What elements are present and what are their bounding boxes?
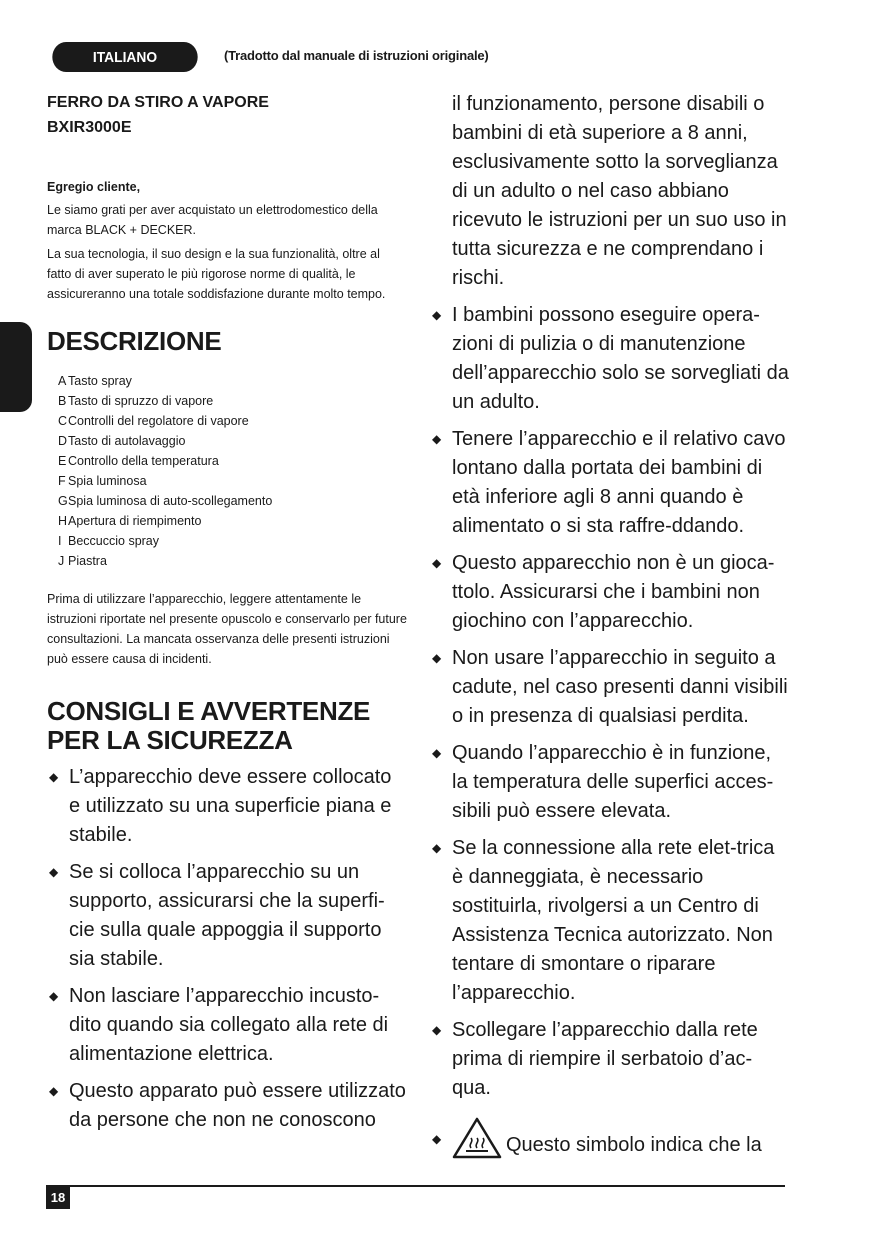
- product-model: BXIR3000E: [47, 119, 132, 136]
- safety-bullet: ◆ Quando l’apparecchio è in funzione, la temperatura delle superfici acces-sibili può essere elevata.: [430, 739, 790, 826]
- greeting: Egregio cliente,: [47, 180, 141, 194]
- safety-bullet: ◆ Questo simbolo indica che la: [430, 1117, 790, 1160]
- safety-bullet: ◆ Questo apparato può essere utilizzato da persone che non ne conoscono: [47, 1077, 407, 1135]
- diamond-bullet-icon: ◆: [432, 746, 442, 760]
- component-item: I Beccuccio spray: [58, 534, 160, 548]
- page-number: 18: [46, 1185, 70, 1209]
- safety-heading: CONSIGLI E AVVERTENZE PER LA SICUREZZA: [47, 696, 371, 755]
- diamond-bullet-icon: ◆: [49, 770, 59, 784]
- footer-rule: [46, 1185, 785, 1187]
- right-column: [430, 90, 790, 1168]
- safety-bullet: ◆ Scollegare l’apparecchio dalla rete prima di riempire il serbatoio d’ac-qua.: [430, 1016, 790, 1103]
- diamond-bullet-icon: ◆: [432, 841, 442, 855]
- component-item: B Tasto di spruzzo di vapore: [58, 394, 214, 408]
- intro-paragraph-1: Le siamo grati per aver acquistato un elettrodomestico della marca BLACK + DECKER.: [47, 203, 378, 237]
- safety-bullet: ◆ Tenere l’apparecchio e il relativo cavo lontano dalla portata dei bambini di età inferiore agli 8 anni quando è alimentato o si sta raffre-ddando.: [430, 425, 790, 541]
- component-item: D Tasto di autolavaggio: [58, 434, 186, 448]
- safety-bullet: ◆ Se si colloca l’apparecchio su un supporto, assicurarsi che la superfi-cie sulla quale appoggia il supporto sia stabile.: [47, 858, 407, 974]
- component-item: G Spia luminosa di auto-scollegamento: [58, 494, 273, 508]
- translation-note: (Tradotto dal manuale di istruzioni originale): [224, 48, 489, 63]
- diamond-bullet-icon: ◆: [432, 556, 442, 570]
- component-item: H Apertura di riempimento: [58, 514, 202, 528]
- component-item: A Tasto spray: [58, 374, 132, 388]
- safety-list-right: [430, 301, 790, 1160]
- diamond-bullet-icon: ◆: [432, 432, 442, 446]
- hot-surface-warning-icon: [452, 1117, 502, 1159]
- product-title: FERRO DA STIRO A VAPORE: [47, 94, 269, 111]
- safety-bullet: ◆ Non lasciare l’apparecchio incusto-dito quando sia collegato alla rete di alimentazione elettrica.: [47, 982, 407, 1069]
- safety-list-left: [47, 763, 407, 1135]
- description-heading: DESCRIZIONE: [47, 326, 222, 356]
- safety-bullet: ◆ L’apparecchio deve essere collocato e utilizzato su una superficie piana e stabile.: [47, 763, 407, 850]
- usage-note: Prima di utilizzare l’apparecchio, leggere attentamente le istruzioni riportate nel presente opuscolo e conservarlo per future consultazioni. La mancata osservanza delle presenti istruzioni può essere causa di incidenti.: [47, 592, 407, 666]
- safety-bullet-continuation: il funzionamento, persone disabili o bambini di età superiore a 8 anni, esclusivamente sotto la sorveglianza di un adulto o nel caso abbiano ricevuto le istruzioni per un suo uso in tutta sicurezza e ne comprendano i rischi.: [452, 93, 787, 289]
- diamond-bullet-icon: ◆: [49, 989, 59, 1003]
- diamond-bullet-icon: ◆: [49, 865, 59, 879]
- diamond-bullet-icon: ◆: [432, 1132, 442, 1146]
- diamond-bullet-icon: ◆: [49, 1084, 59, 1098]
- diamond-bullet-icon: ◆: [432, 651, 442, 665]
- left-column: [47, 90, 407, 1143]
- safety-bullet: ◆ Se la connessione alla rete elet-trica è danneggiata, è necessario sostituirla, rivolgersi a un Centro di Assistenza Tecnica autorizzato. Non tentare di smontare o riparare l’apparecchio.: [430, 834, 790, 1008]
- intro-paragraph-2: La sua tecnologia, il suo design e la sua funzionalità, oltre al fatto di aver superato le più rigorose norme di qualità, le assicureranno una totale soddisfazione durante molto tempo.: [47, 247, 386, 301]
- safety-bullet: ◆ I bambini possono eseguire opera-zioni di pulizia o di manutenzione dell’apparecchio solo se sorvegliati da un adulto.: [430, 301, 790, 417]
- component-item: E Controllo della temperatura: [58, 454, 219, 468]
- safety-bullet: ◆ Non usare l’apparecchio in seguito a cadute, nel caso presenti danni visibili o in presenza di qualsiasi perdita.: [430, 644, 790, 731]
- component-list: [58, 371, 407, 571]
- component-item: F Spia luminosa: [58, 474, 147, 488]
- side-tab-marker: [0, 322, 32, 412]
- language-badge: ITALIANO: [52, 42, 197, 72]
- diamond-bullet-icon: ◆: [432, 308, 442, 322]
- component-item: C Controlli del regolatore di vapore: [58, 414, 249, 428]
- diamond-bullet-icon: ◆: [432, 1023, 442, 1037]
- component-item: J Piastra: [58, 554, 107, 568]
- safety-bullet: ◆ Questo apparecchio non è un gioca-ttolo. Assicurarsi che i bambini non giochino con l’apparecchio.: [430, 549, 790, 636]
